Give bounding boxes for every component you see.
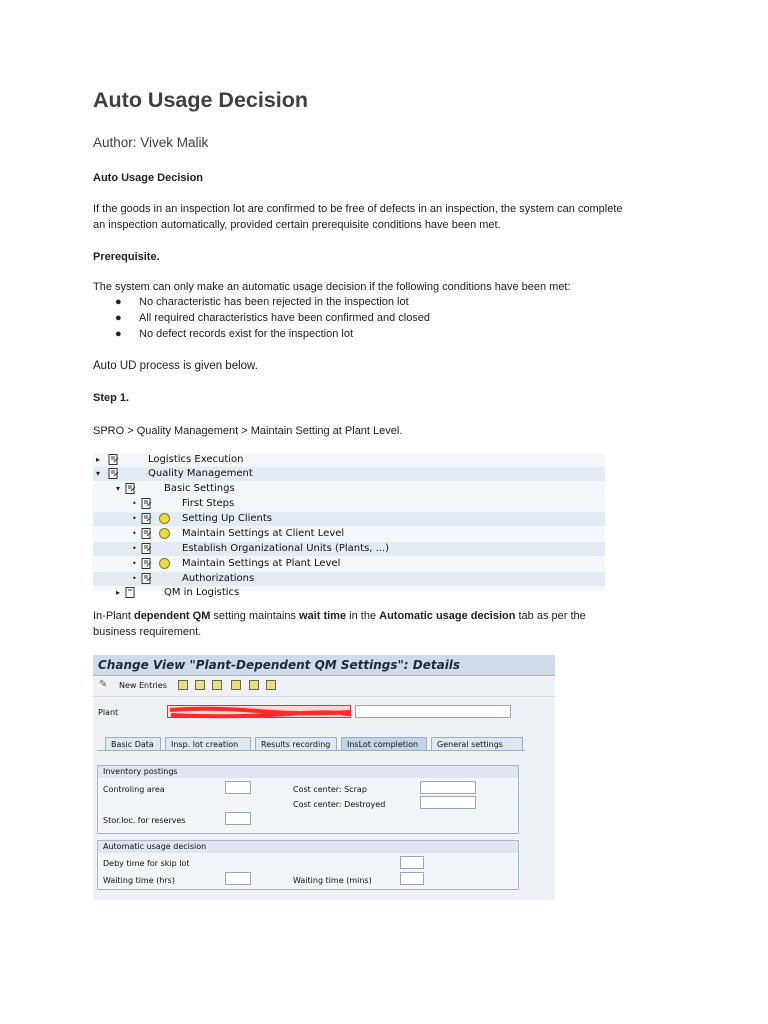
plant-input-redacted[interactable] [167,705,351,718]
bullet-text: No characteristic has been rejected in the inspection lot [139,296,409,308]
bullet-dot-icon: • [132,529,137,538]
text-run: tab as per the [515,610,586,622]
spro-path: SPRO > Quality Management > Maintain Setting at Plant Level. [93,425,403,437]
document-icon [141,558,152,569]
document-icon [108,468,119,479]
spro-tree-screenshot [93,453,605,598]
controlling-area-input[interactable] [225,781,251,794]
prerequisite-heading: Prerequisite. [93,251,160,263]
execute-clock-icon[interactable] [159,558,170,569]
automatic-usage-decision-group [97,840,519,890]
copy-icon[interactable] [178,680,188,690]
bullet-text: No defect records exist for the inspection lot [139,328,353,340]
print-icon[interactable] [249,680,259,690]
tab-insp-lot-creation[interactable]: Insp. lot creation [165,737,251,750]
cost-center-scrap-input[interactable] [420,781,476,794]
text-run: setting maintains [210,610,300,622]
tree-row-org-units[interactable] [93,542,605,556]
bullet-dot-icon: • [132,559,137,568]
waiting-time-hrs-input[interactable] [225,872,251,885]
new-entries-icon[interactable]: ✎ [99,679,108,690]
inplant-line-1 [93,608,586,624]
sap-toolbar [93,676,555,697]
stor-loc-input[interactable] [225,812,251,825]
intro-line-2: an inspection automatically, provided certain prerequisite conditions have been met. [93,219,501,231]
emphasis-wait-time: wait time [299,610,347,622]
waiting-time-hrs-label: Waiting time (hrs) [103,876,175,885]
collapse-arrow-icon[interactable]: ▾ [116,484,121,493]
redaction-scribble-icon [168,706,352,719]
text-run: in the [346,610,380,622]
tree-row-client-level[interactable] [93,527,605,541]
document-icon [141,513,152,524]
emphasis-aud: Automatic usage decision [379,610,516,622]
plant-description-field[interactable] [355,705,511,718]
tree-row-quality-management[interactable] [93,467,605,481]
bullet-dot-icon: • [132,499,137,508]
waiting-time-mins-label: Waiting time (mins) [293,876,372,885]
process-text: Auto UD process is given below. [93,360,258,372]
bullet-dot-icon: • [132,574,137,583]
expand-arrow-icon[interactable]: ▸ [116,588,121,597]
delay-time-input[interactable] [400,856,424,869]
automatic-usage-decision-heading: Automatic usage decision [98,841,518,853]
document-icon [125,587,136,598]
tree-row-basic-settings[interactable] [93,482,605,496]
delay-time-label: Deby time for skip lot [103,859,190,868]
tab-strip-divider [97,750,525,751]
sap-plant-qm-settings-screen [93,655,555,900]
detail-icon[interactable] [266,680,276,690]
prerequisite-text: The system can only make an automatic usage decision if the following conditions have been met: [93,281,571,293]
tab-inslot-completion[interactable]: InsLot completion [341,737,427,750]
step-heading: Step 1. [93,392,130,404]
tab-general-settings[interactable]: General settings [431,737,523,750]
expand-arrow-icon[interactable]: ▸ [96,455,101,464]
document-icon [141,498,152,509]
collapse-arrow-icon[interactable]: ▾ [96,469,101,478]
intro-line-1: If the goods in an inspection lot are confirmed to be free of defects in an inspection, the system can complete [93,203,623,215]
plant-label: Plant [98,708,119,717]
tree-label: First Steps [182,498,235,509]
document-icon [141,543,152,554]
sap-screen-title: Change View "Plant-Dependent QM Settings": Details [98,658,461,672]
tree-label: Maintain Settings at Plant Level [182,558,341,569]
tree-label: Logistics Execution [148,454,244,465]
bullet-dot-icon: • [132,514,137,523]
undo-icon[interactable] [212,680,222,690]
tree-row-first-steps[interactable] [93,497,605,511]
emphasis-dependent-qm: dependent QM [133,610,211,622]
execute-clock-icon[interactable] [159,528,170,539]
controlling-area-label: Controling area [103,785,165,794]
document-title: Auto Usage Decision [93,88,309,112]
document-icon [141,573,152,584]
cost-center-destroyed-label: Cost center: Destroyed [293,800,386,809]
cost-center-scrap-label: Cost center: Scrap [293,785,367,794]
tree-row-authorizations[interactable] [93,572,605,586]
tree-label: Setting Up Clients [182,513,272,524]
section-heading: Auto Usage Decision [93,172,204,184]
stor-loc-label: Stor.loc. for reserves [103,816,186,825]
tree-label: Authorizations [182,573,255,584]
execute-clock-icon[interactable] [159,513,170,524]
waiting-time-mins-input[interactable] [400,872,424,885]
bullet-item: ● No defect records exist for the inspection lot [115,328,353,340]
document-icon [108,454,119,465]
bullet-dot-icon: • [132,544,137,553]
tree-row-qm-in-logistics[interactable] [93,586,605,600]
inventory-postings-heading: Inventory postings [98,766,518,778]
tree-row-plant-level[interactable] [93,557,605,571]
select-all-icon[interactable] [231,680,241,690]
document-icon [125,483,136,494]
bullet-item: ● No characteristic has been rejected in the inspection lot [115,296,409,308]
tree-label: Basic Settings [164,483,235,494]
bullet-item: ● All required characteristics have been confirmed and closed [115,312,431,324]
document-icon [141,528,152,539]
sap-title-bar [93,655,555,676]
tree-row-logistics-execution[interactable] [93,453,605,467]
tab-basic-data[interactable]: Basic Data [105,737,161,750]
bullet-text: All required characteristics have been confirmed and closed [139,312,431,324]
tree-label: Establish Organizational Units (Plants, ...) [182,543,390,554]
save-icon[interactable] [195,680,205,690]
cost-center-destroyed-input[interactable] [420,796,476,809]
author-line: Author: Vivek Malik [93,135,209,150]
tree-label: QM in Logistics [164,587,240,598]
text-run: In-Plant [93,610,134,622]
tab-results-recording[interactable]: Results recording [255,737,337,750]
tree-row-setting-up-clients[interactable] [93,512,605,526]
new-entries-button[interactable]: New Entries [119,681,167,690]
inventory-postings-group [97,765,519,834]
tree-label: Quality Management [148,468,253,479]
inplant-line-2: business requirement. [93,626,202,638]
tree-label: Maintain Settings at Client Level [182,528,345,539]
